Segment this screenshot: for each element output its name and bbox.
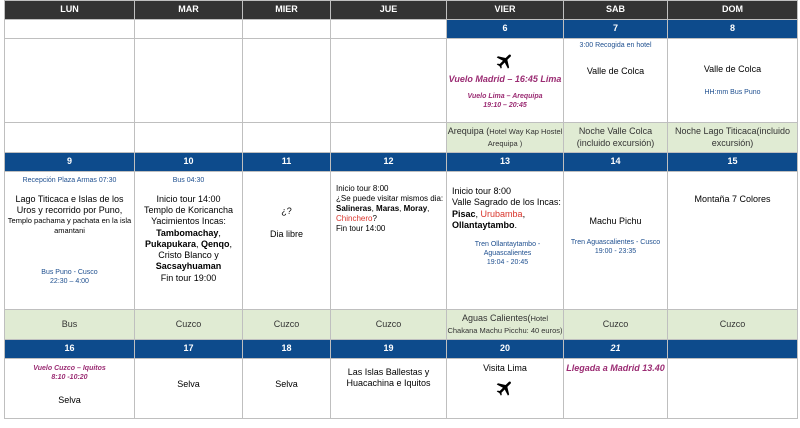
bus-time: 22:30 – 4:00 xyxy=(50,277,89,285)
tour-end: Fin tour 14:00 xyxy=(336,224,386,233)
activity-cell[interactable] xyxy=(5,359,135,419)
activity-row xyxy=(5,359,798,419)
date-cell[interactable]: 16 xyxy=(5,340,135,359)
activity-row xyxy=(5,39,798,123)
weekday-header[interactable]: SAB xyxy=(564,1,668,20)
date-cell[interactable] xyxy=(135,20,243,39)
overnight-cell[interactable]: Bus xyxy=(5,310,135,340)
activity-cell[interactable] xyxy=(564,39,668,123)
date-cell[interactable]: 14 xyxy=(564,153,668,172)
date-cell[interactable] xyxy=(331,20,447,39)
itinerary-calendar xyxy=(4,0,798,419)
overnight-cell[interactable] xyxy=(447,123,564,153)
date-cell[interactable]: 11 xyxy=(243,153,331,172)
tour-stop: Ollantaytambo xyxy=(452,219,515,230)
tour-stop: Moray xyxy=(403,204,428,213)
activity-cell[interactable] xyxy=(331,359,447,419)
overnight-cell[interactable]: Cuzco xyxy=(668,310,798,340)
date-cell[interactable]: 18 xyxy=(243,340,331,359)
activity-title: Las Islas Ballestas y Huacachina e Iquitos xyxy=(346,367,431,389)
date-cell[interactable] xyxy=(668,340,798,359)
tour-stop: Urubamba xyxy=(480,208,523,219)
weekday-header[interactable]: MIER xyxy=(243,1,331,20)
activity-title: Machu Pichu xyxy=(589,216,642,226)
overnight-cell[interactable] xyxy=(135,123,243,153)
activity-title: Valle de Colca xyxy=(586,65,645,76)
hotel-name: Hotel Chakana Machu Picchu: 40 euros xyxy=(447,314,561,335)
flight-time: 8:10 -10:20 xyxy=(51,373,88,381)
activity-cell[interactable] xyxy=(331,39,447,123)
activity-sub: Templo pachama y pachata en la isla amantani xyxy=(7,216,132,235)
tour-stop: Templo de Koricancha xyxy=(143,205,234,215)
date-cell[interactable]: 13 xyxy=(447,153,564,172)
tour-stop: Sacsayhuaman xyxy=(155,261,222,272)
activity-cell[interactable] xyxy=(135,39,243,123)
train-note: Tren Ollantaytambo - Aguascalientes xyxy=(474,241,541,257)
activity-title: Dia libre xyxy=(269,229,303,240)
overnight-cell[interactable]: Cuzco xyxy=(135,310,243,340)
activity-cell[interactable] xyxy=(668,359,798,419)
activity-cell[interactable] xyxy=(668,172,798,310)
tour-stop: Pukapukara xyxy=(144,238,196,249)
flight-text: Vuelo Cuzco – Iquitos xyxy=(33,365,106,372)
activity-cell[interactable] xyxy=(447,39,564,123)
overnight-cell[interactable]: Cuzco xyxy=(243,310,331,340)
bus-note: Bus Puno - Cusco xyxy=(41,269,98,276)
train-time: 19:00 - 23:35 xyxy=(594,248,637,255)
overnight-cell[interactable] xyxy=(447,310,564,340)
date-cell[interactable]: 19 xyxy=(331,340,447,359)
activity-title: Selva xyxy=(275,379,298,389)
weekday-header[interactable]: JUE xyxy=(331,1,447,20)
activity-cell[interactable] xyxy=(668,39,798,123)
activity-title: Valle de Colca xyxy=(703,63,762,74)
tour-start: Inicio tour 8:00 xyxy=(452,186,512,196)
date-cell[interactable]: 12 xyxy=(331,153,447,172)
pickup-note: 3:00 Recogida en hotel xyxy=(579,42,652,49)
activity-cell[interactable] xyxy=(447,359,564,419)
train-time: 19:04 - 20:45 xyxy=(486,258,529,266)
tour-stop: Tambomachay xyxy=(156,227,219,238)
date-cell[interactable] xyxy=(5,20,135,39)
date-row xyxy=(5,340,798,359)
date-cell[interactable]: 7 xyxy=(564,20,668,39)
hotel-name: Hotel Way Kap Hostel Arequipa xyxy=(487,127,563,148)
tour-stop: Chinchero xyxy=(336,214,373,223)
bus-note: HH:mm Bus Puno xyxy=(704,88,761,96)
activity-cell[interactable] xyxy=(5,39,135,123)
activity-title: Lago Titicaca e Islas de los Uros y recorrido por Puno, xyxy=(15,193,124,215)
tour-stop: Maras xyxy=(376,204,400,213)
activity-cell[interactable]: Inicio tour 8:00 Valle Sagrado de los Incas: Pisac, Urubamba, Ollantaytambo. Tren Ollantaytambo - Aguascalientes 19:04 - 20:45 xyxy=(447,172,564,310)
date-cell[interactable]: 20 xyxy=(447,340,564,359)
tour-start: Inicio tour 8:00 xyxy=(336,184,389,193)
weekday-header[interactable]: DOM xyxy=(668,1,798,20)
activity-cell[interactable]: Bus 04:30 Inicio tour 14:00 Templo de Koricancha Yacimientos Incas: Tambomachay, Pukapukara, Qenqo, Cristo Blanco y Sacsayhuaman Fin tour 19:00 xyxy=(135,172,243,310)
overnight-cell[interactable]: Noche Valle Colca (incluido excursión) xyxy=(564,123,668,153)
overnight-paren: ) xyxy=(517,138,523,148)
activity-cell[interactable] xyxy=(243,172,331,310)
airplane-icon xyxy=(495,51,515,74)
overnight-paren: ) xyxy=(560,325,563,335)
overnight-cell[interactable] xyxy=(243,123,331,153)
activity-title: Visita Lima xyxy=(483,363,527,373)
activity-cell[interactable] xyxy=(564,172,668,310)
date-cell[interactable]: 9 xyxy=(5,153,135,172)
overnight-cell[interactable]: Noche Lago Titicaca(incluido excursión) xyxy=(668,123,798,153)
flight-text: Llegada a Madrid 13.40 xyxy=(566,363,665,373)
activity-title: Selva xyxy=(177,379,200,389)
weekday-header-row xyxy=(5,1,798,20)
date-cell[interactable]: 6 xyxy=(447,20,564,39)
date-row xyxy=(5,153,798,172)
tour-question: ¿Se puede visitar mismos dia: xyxy=(336,194,444,203)
pickup-note: Recepción Plaza Armas 07:30 xyxy=(22,177,117,184)
tour-label: Valle Sagrado de los Incas: xyxy=(452,197,561,208)
tour-end: Fin tour 19:00 xyxy=(160,272,217,283)
overnight-cell[interactable]: Cuzco xyxy=(331,310,447,340)
train-note: Tren Aguascalientes - Cusco xyxy=(570,239,661,247)
airplane-icon xyxy=(495,378,515,401)
tour-stop: Qenqo xyxy=(201,238,230,249)
date-cell[interactable]: 17 xyxy=(135,340,243,359)
overnight-cell[interactable] xyxy=(331,123,447,153)
activity-title: Montaña 7 Colores xyxy=(694,194,771,204)
tour-stop: Cristo Blanco y xyxy=(158,250,219,260)
tour-stop: Salineras xyxy=(336,204,372,213)
date-cell[interactable]: 15 xyxy=(668,153,798,172)
activity-cell[interactable] xyxy=(5,172,135,310)
activity-cell[interactable] xyxy=(243,359,331,419)
weekday-header[interactable]: VIER xyxy=(447,1,564,20)
flight-time: 19:10 – 20:45 xyxy=(483,101,527,109)
activity-row xyxy=(5,172,798,310)
activity-cell[interactable] xyxy=(135,359,243,419)
date-row xyxy=(5,20,798,39)
overnight-place: Arequipa ( xyxy=(447,126,490,137)
activity-cell[interactable] xyxy=(564,359,668,419)
bus-note: Bus 04:30 xyxy=(172,177,205,184)
overnight-place: Aguas Calientes( xyxy=(461,313,531,324)
question-mark: ¿? xyxy=(281,206,292,216)
date-cell[interactable]: 8 xyxy=(668,20,798,39)
weekday-header[interactable]: LUN xyxy=(5,1,135,20)
activity-cell[interactable] xyxy=(243,39,331,123)
date-cell[interactable]: 10 xyxy=(135,153,243,172)
tour-stop: Pisac xyxy=(452,208,476,219)
date-cell[interactable] xyxy=(243,20,331,39)
flight-text: Vuelo Madrid – 16:45 Lima xyxy=(448,73,562,84)
activity-title: Selva xyxy=(58,394,81,405)
activity-cell[interactable]: Inicio tour 8:00 ¿Se puede visitar mismos dia: Salineras, Maras, Moray, Chinchero? Fin tour 14:00 xyxy=(331,172,447,310)
overnight-cell[interactable] xyxy=(5,123,135,153)
overnight-cell[interactable]: Cuzco xyxy=(564,310,668,340)
tour-label: Yacimientos Incas: xyxy=(151,216,226,227)
overnight-row xyxy=(5,310,798,340)
overnight-row xyxy=(5,123,798,153)
weekday-header[interactable]: MAR xyxy=(135,1,243,20)
flight-text: Vuelo Lima – Arequipa xyxy=(467,93,543,100)
date-cell[interactable]: 21 xyxy=(564,340,668,359)
tour-start: Inicio tour 14:00 xyxy=(156,193,221,204)
